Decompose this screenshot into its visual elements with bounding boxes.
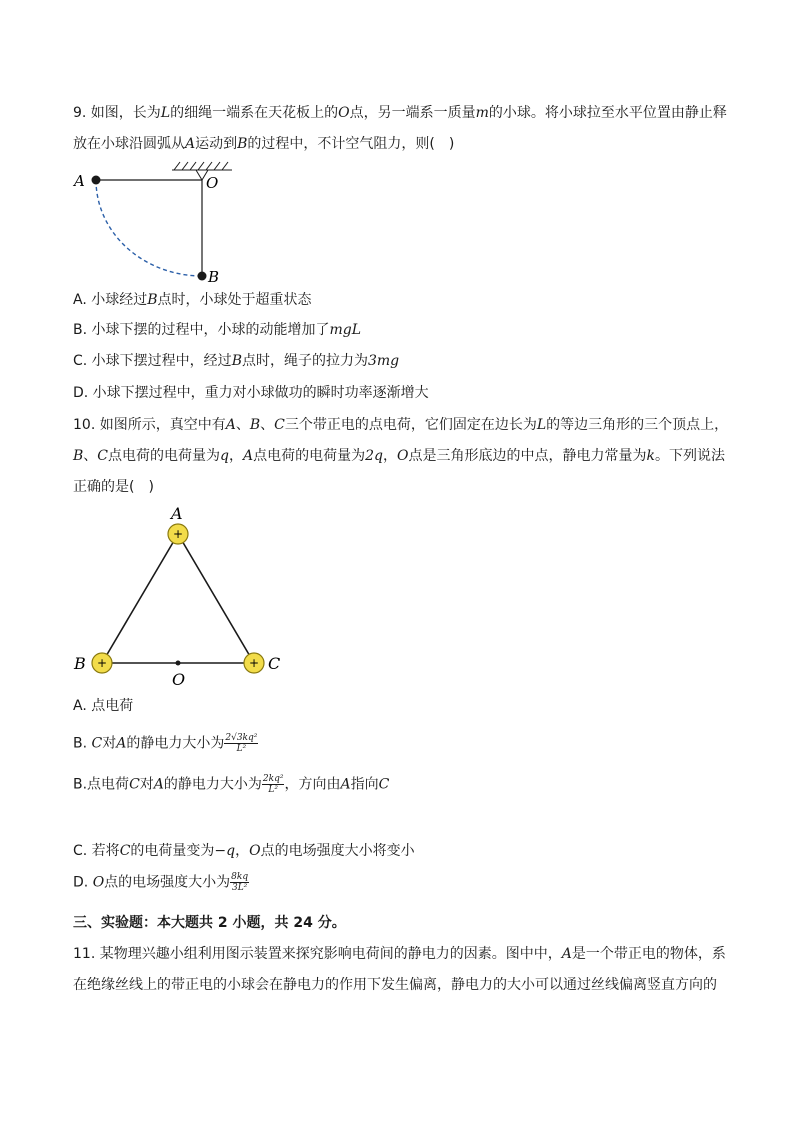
charge-c (244, 653, 264, 673)
label-b: B (74, 654, 86, 673)
q10-line-2: B、C点电荷的电荷量为q，A点电荷的电荷量为2q，O点是三角形底边的中点，静电力常量为k。下列说法 (73, 448, 725, 464)
q10-line-1: 10. 如图所示，真空中有A、B、C三个带正电的点电荷，它们固定在边长为L的等边三角形的三个顶点上， (73, 417, 729, 433)
q10-figure (70, 505, 290, 685)
fraction: $\frac{\text{2√3kq²}}{\text{L²}}$ (225, 733, 258, 754)
swing-arc (96, 180, 202, 276)
q11-line-2: 在绝缘丝线上的带正电的小球会在静电力的作用下发生偏离，静电力的大小可以通过丝线偏离竖直方向的 (73, 977, 717, 993)
ceiling-hatch (172, 162, 232, 170)
charge-a (168, 524, 188, 544)
fraction: $\frac{\text{2kq²}}{\text{L²}}$ (262, 774, 284, 795)
label-c: C (268, 654, 281, 673)
label-o: O (206, 174, 219, 192)
q9-line-2: 放在小球沿圆弧从A运动到B的过程中，不计空气阻力，则( ) (73, 136, 455, 152)
q9-line-1: 9. 如图，长为L的细绳一端系在天花板上的O点，另一端系一质量m的小球。将小球拉至水平位置由静止释 (73, 105, 727, 121)
charge-b (92, 653, 112, 673)
q10-line-3: 正确的是( ) (73, 479, 154, 495)
q9-option-b: B. 小球下摆的过程中，小球的动能增加了mgL (73, 322, 362, 338)
ball-b (198, 272, 207, 281)
side-ac (178, 534, 254, 663)
q9-option-c: C. 小球下摆过程中，经过B点时，绳子的拉力为3mg (73, 353, 400, 369)
midpoint-o (176, 661, 181, 666)
q10-option-c: C. 若将C的电荷量变为−q，O点的电场强度大小将变小 (73, 843, 415, 859)
ball-a (92, 176, 101, 185)
label-o: O (172, 670, 186, 685)
q10-option-d: D. O点的电场强度大小为 $\frac{8kq}{\text{3L²}}$ (73, 872, 249, 893)
svg-text:+: + (96, 656, 108, 670)
label-a: A (74, 172, 85, 190)
q9-figure (70, 158, 240, 286)
q10-option-b1: B. C对A的静电力大小为 $\frac{\text{2√3kq²}}{\text{L²}}$ (73, 733, 258, 754)
label-b: B (208, 268, 220, 286)
q9-option-a: A. 小球经过B点时，小球处于超重状态 (73, 292, 312, 308)
q10-option-a: A. 点电荷 (73, 698, 134, 714)
q10-option-b2: B.点电荷C对A的静电力大小为 $\frac{\text{2kq²}}{\text{L²}}$ ，方向由A指向C (73, 774, 390, 795)
fraction: $\frac{8kq}{\text{3L²}}$ (231, 872, 249, 893)
svg-text:+: + (172, 527, 184, 541)
q9-option-d: D. 小球下摆过程中，重力对小球做功的瞬时功率逐渐增大 (73, 385, 429, 401)
label-a: A (171, 505, 183, 523)
svg-text:+: + (248, 656, 260, 670)
side-ab (102, 534, 178, 663)
q11-line-1: 11. 某物理兴趣小组利用图示装置来探究影响电荷间的静电力的因素。图中中，A是一个带正电的物体，系 (73, 946, 726, 962)
section-3-heading: 三、实验题：本大题共 2 小题，共 24 分。 (73, 915, 346, 931)
